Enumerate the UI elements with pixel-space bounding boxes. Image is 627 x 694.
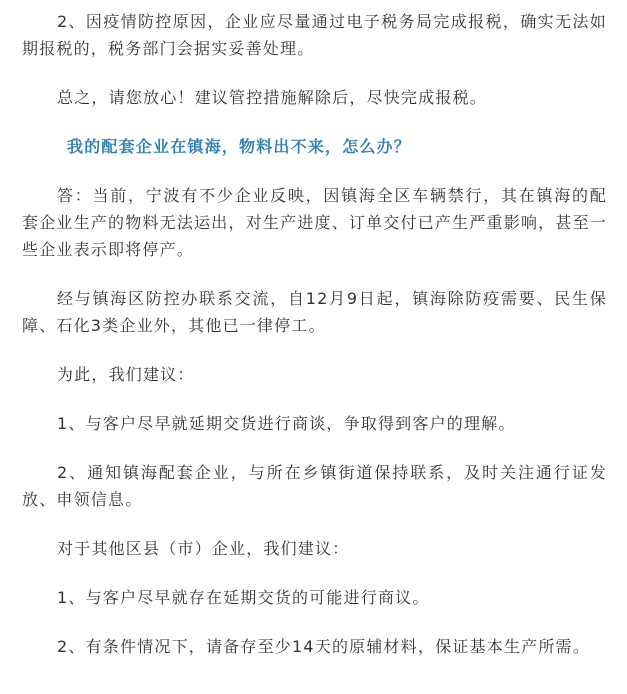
spacer xyxy=(0,62,627,84)
question-heading: 我的配套企业在镇海，物料出不来，怎么办？ xyxy=(67,137,412,156)
spacer xyxy=(0,339,627,361)
spacer xyxy=(0,513,627,535)
paragraph-other-districts-intro: 对于其他区县（市）企业，我们建议： xyxy=(57,539,350,558)
spacer xyxy=(0,437,627,459)
paragraph-answer: 答：当前，宁波有不少企业反映，因镇海全区车辆禁行，其在镇海的配套企业生产的物料无法运出，对生产进度、订单交付已产生严重影响，甚至一些企业表示即将停产。 xyxy=(22,186,607,259)
paragraph-summary: 总之，请您放心！建议管控措施解除后，尽快完成报税。 xyxy=(57,88,488,107)
paragraph-suggestion-intro: 为此，我们建议： xyxy=(57,365,195,384)
spacer xyxy=(0,388,627,410)
spacer xyxy=(0,111,627,133)
spacer xyxy=(0,263,627,285)
paragraph-other-suggestion-1: 1、与客户尽早就存在延期交货的可能进行商议。 xyxy=(57,588,430,607)
paragraph-suggestion-2: 2、通知镇海配套企业，与所在乡镇街道保持联系，及时关注通行证发放、申领信息。 xyxy=(22,463,607,509)
spacer xyxy=(0,160,627,182)
paragraph-zhenhai-contact: 经与镇海区防控办联系交流，自12月9日起，镇海除防疫需要、民生保障、石化3类企业外，其他已一律停工。 xyxy=(22,289,607,335)
spacer xyxy=(0,562,627,584)
spacer xyxy=(0,611,627,633)
paragraph-tax-filing: 2、因疫情防控原因，企业应尽量通过电子税务局完成报税，确实无法如期报税的，税务部门会据实妥善处理。 xyxy=(22,12,607,58)
paragraph-suggestion-1: 1、与客户尽早就延期交货进行商谈，争取得到客户的理解。 xyxy=(57,414,516,433)
paragraph-other-suggestion-2: 2、有条件情况下，请备存至少14天的原辅材料，保证基本生产所需。 xyxy=(57,637,590,656)
